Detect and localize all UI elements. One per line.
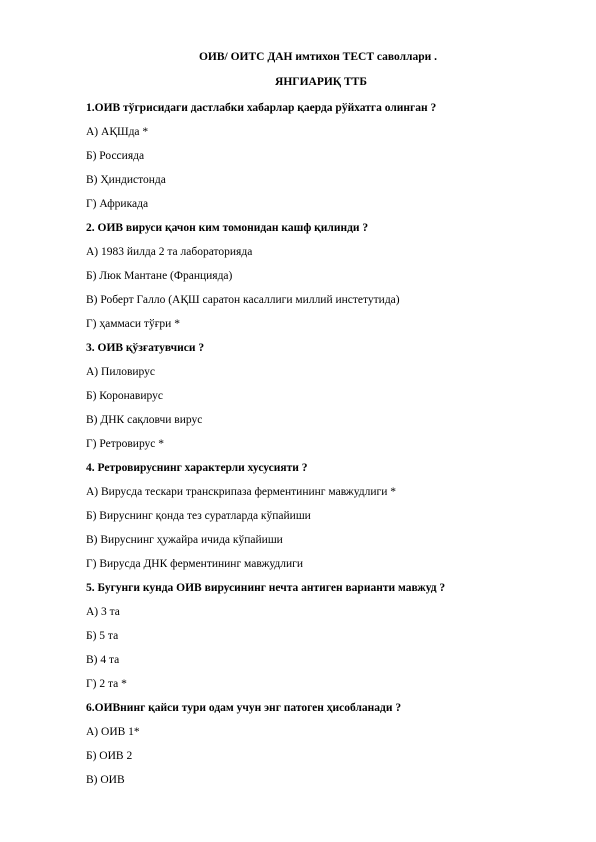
answer-option: А) Вирусда тескари транскрипаза ферментининг мавжудлиги * (86, 486, 397, 498)
answer-option: Б) Коронавирус (86, 390, 163, 402)
question-text: 2. ОИВ вируси қачон ким томонидан кашф қилинди ? (86, 222, 369, 234)
answer-option: В) Вируснинг ҳужайра ичида кўпайиши (86, 534, 283, 546)
answer-option: Г) 2 та * (86, 678, 127, 690)
answer-option: Б) Вируснинг қонда тез суратларда кўпайиши (86, 510, 311, 522)
answer-option: В) ДНК сақловчи вирус (86, 414, 203, 426)
answer-option: В) Ҳиндистонда (86, 174, 166, 186)
answer-option: А) ОИВ 1* (86, 726, 140, 738)
question-text: 3. ОИВ қўзғатувчиси ? (86, 342, 205, 354)
answer-option: Б) Люк Мантане (Францияда) (86, 270, 233, 282)
answer-option: В) ОИВ (86, 774, 125, 786)
answer-option: Г) ҳаммаси тўғри * (86, 318, 180, 330)
question-text: 1.ОИВ тўгрисидаги дастлабки хабарлар қаерда рўйхатга олинган ? (86, 102, 437, 114)
question-text: 6.ОИВнинг қайси тури одам учун энг патоген ҳисобланади ? (86, 702, 402, 714)
answer-option: А) 3 та (86, 606, 120, 618)
answer-option: Г) Африкада (86, 198, 149, 210)
answer-option: Г) Вирусда ДНК ферментининг мавжудлиги (86, 558, 304, 570)
answer-option: А) АҚШда * (86, 126, 149, 138)
document-subtitle: ЯНГИАРИҚ ТТБ (275, 76, 367, 88)
question-text: 4. Ретровируснинг характерли хусусияти ? (86, 462, 308, 474)
answer-option: Б) Россияда (86, 150, 145, 162)
question-list (86, 101, 566, 797)
answer-option: В) Роберт Галло (АҚШ саратон касаллиги миллий инстетутида) (86, 294, 400, 306)
answer-option: А) Пиловирус (86, 366, 155, 378)
answer-option: В) 4 та (86, 654, 120, 666)
answer-option: Б) 5 та (86, 630, 119, 642)
answer-option: А) 1983 йилда 2 та лабораторияда (86, 246, 253, 258)
document-title: ОИВ/ ОИТС ДАН имтихон ТЕСТ саволлари . (198, 51, 438, 63)
answer-option: Б) ОИВ 2 (86, 750, 133, 762)
question-text: 5. Бугунги кунда ОИВ вирусининг нечта антиген варианти мавжуд ? (86, 582, 446, 594)
answer-option: Г) Ретровирус * (86, 438, 165, 450)
